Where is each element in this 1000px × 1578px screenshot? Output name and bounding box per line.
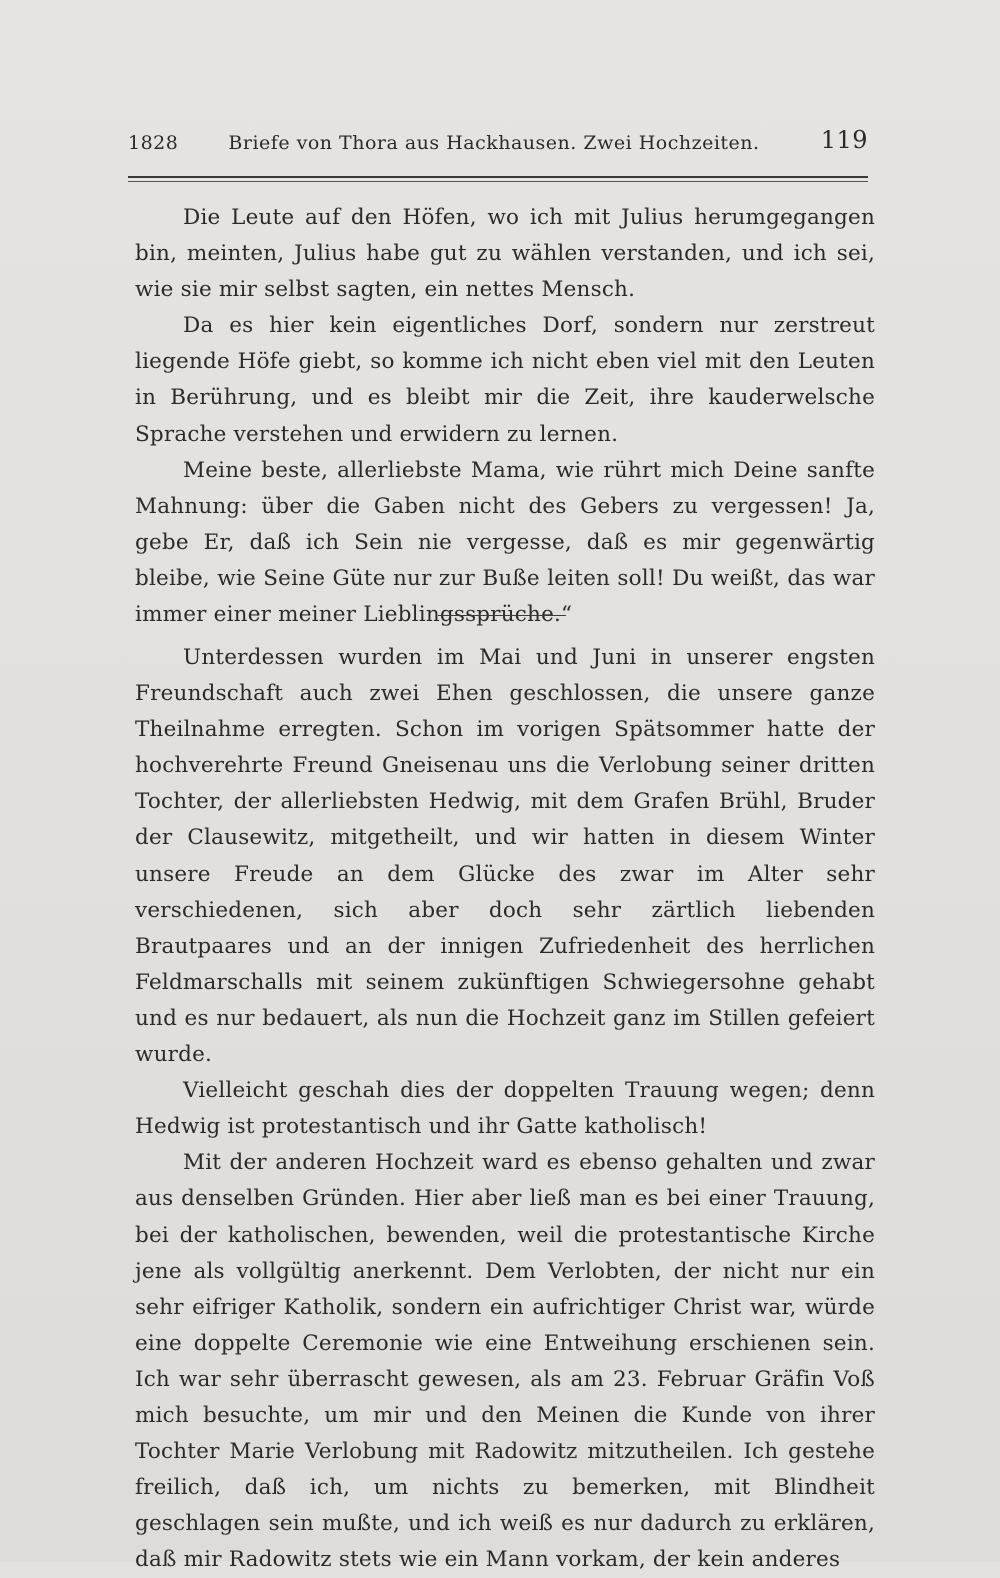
section-separator bbox=[438, 615, 566, 616]
header-rule-thin bbox=[128, 181, 868, 182]
running-title: Briefe von Thora aus Hackhausen. Zwei Hochzeiten. bbox=[228, 132, 760, 154]
running-header bbox=[128, 126, 870, 160]
paragraph: Unterdessen wurden im Mai und Juni in unserer engsten Freundschaft auch zwei Ehen geschlossen, die unsere ganze Theilnahme erregten. Schon im vorigen Spätsommer hatte der hochverehrte Freund Gneisenau uns die Verlobung seiner dritten Tochter, der allerliebsten Hedwig, mit dem Grafen Brühl, Bruder der Clausewitz, mitgetheilt, und wir hatten in diesem Winter unsere Freude an dem Glücke des zwar im Alter sehr verschiedenen, sich aber doch sehr zärtlich liebenden Brautpaares und an der innigen Zufriedenheit des herrlichen Feldmarschalls mit seinem zukünftigen Schwiegersohne gehabt und es nur bedauert, als nun die Hochzeit ganz im Stillen gefeiert wurde. bbox=[135, 645, 875, 1068]
header-year: 1828 bbox=[128, 132, 179, 154]
paragraph: Mit der anderen Hochzeit ward es ebenso gehalten und zwar aus denselben Gründen. Hier aber ließ man es bei einer Trauung, bei der katholischen, bewenden, weil die protestantische Kirche jene als vollgültig anerkennt. Dem Verlobten, der nicht nur ein sehr eifriger Katholik, sondern ein aufrichtiger Christ war, würde eine doppelte Ceremonie wie eine Entweihung erschienen sein. Ich war sehr überrascht gewesen, als am 23. Februar Gräfin Voß mich besuchte, um mir und den Meinen die Kunde von ihrer Tochter Marie Verlobung mit Radowitz mitzutheilen. Ich gestehe freilich, daß ich, um nichts zu bemerken, mit Blindheit geschlagen sein mußte, und ich weiß es nur dadurch zu erklären, daß mir Radowitz stets wie ein Mann vorkam, der kein anderes bbox=[135, 1150, 875, 1573]
paragraph: Meine beste, allerliebste Mama, wie rührt mich Deine sanfte Mahnung: über die Gaben nicht des Gebers zu vergessen! Ja, gebe Er, daß ich Sein nie vergesse, daß es mir gegenwärtig bleibe, wie Seine Güte nur zur Buße leiten soll! Du weißt, das war immer einer meiner Lieblingssprüche.“ bbox=[135, 457, 875, 628]
paragraph: Die Leute auf den Höfen, wo ich mit Julius herumgegangen bin, meinten, Julius habe gut zu wählen verstanden, und ich sei, wie sie mir selbst sagten, ein nettes Mensch. bbox=[135, 205, 875, 303]
page-number: 119 bbox=[820, 126, 868, 154]
header-rule bbox=[128, 176, 868, 178]
paragraph: Da es hier kein eigentliches Dorf, sondern nur zerstreut liegende Höfe giebt, so komme ich nicht eben viel mit den Leuten in Berührung, und es bleibt mir die Zeit, ihre kauderwelsche Sprache verstehen und erwidern zu lernen. bbox=[135, 313, 875, 447]
narrative-section bbox=[135, 640, 875, 1578]
letter-section bbox=[135, 200, 875, 633]
paragraph: Vielleicht geschah dies der doppelten Trauung wegen; denn Hedwig ist protestantisch und ihr Gatte katholisch! bbox=[135, 1078, 875, 1140]
